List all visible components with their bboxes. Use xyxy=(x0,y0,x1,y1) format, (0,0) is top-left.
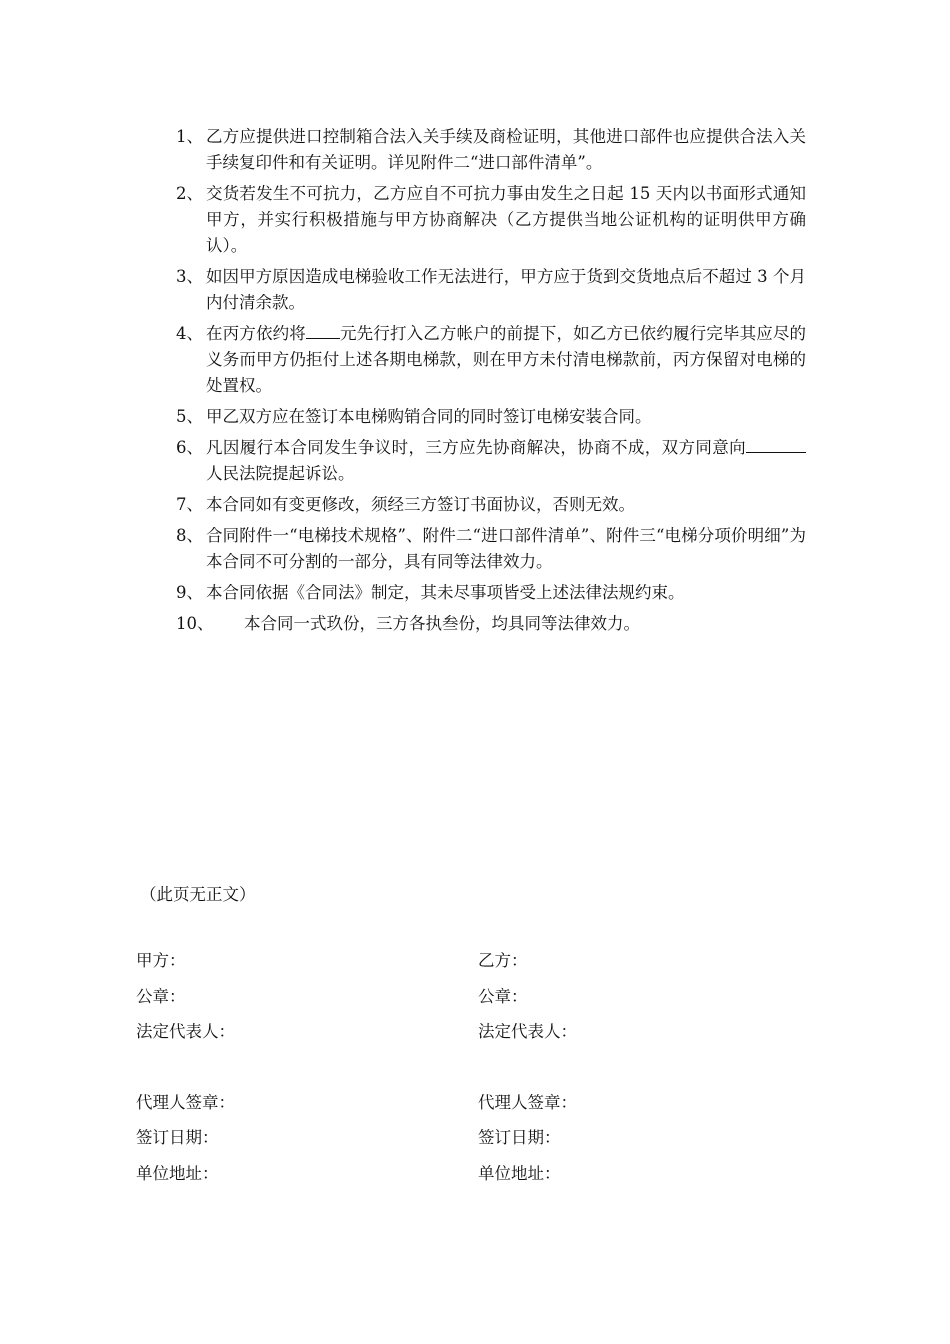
clause-text: 乙方应提供进口控制箱合法入关手续及商检证明，其他进口部件也应提供合法入关手续复印件和有关证明。详见附件二“进口部件清单”。 xyxy=(206,127,806,172)
clause-number: 1、 xyxy=(176,127,203,146)
clause-text: 本合同一式玖份，三方各执叁份，均具同等法律效力。 xyxy=(244,614,640,633)
clause-text-after: 人民法院提起诉讼。 xyxy=(206,464,355,483)
clause-4 xyxy=(176,321,806,399)
party-a-agent-sign-label: 代理人签章： xyxy=(136,1092,235,1112)
party-a-sign-date-label: 签订日期： xyxy=(136,1128,219,1147)
clause-text-before: 在丙方依约将 xyxy=(206,324,306,343)
party-b-agent-sign-label: 代理人签章： xyxy=(478,1092,577,1112)
court-blank xyxy=(746,436,806,453)
no-text-note: （此页无正文） xyxy=(140,885,256,904)
clause-1 xyxy=(176,124,806,176)
clause-text: 交货若发生不可抗力，乙方应自不可抗力事由发生之日起 15 天内以书面形式通知甲方，并实行积极措施与甲方协商解决（乙方提供当地公证机构的证明供甲方确认）。 xyxy=(206,184,806,255)
spacer xyxy=(136,1055,235,1090)
clause-text xyxy=(206,435,806,487)
clause-2 xyxy=(176,181,806,259)
clause-text: 本合同如有变更修改，须经三方签订书面协议，否则无效。 xyxy=(206,495,635,514)
clause-list xyxy=(176,124,806,642)
clause-number: 10、 xyxy=(176,614,214,633)
clause-text xyxy=(206,321,806,399)
clause-text-before: 凡因履行本合同发生争议时，三方应先协商解决，协商不成，双方同意向 xyxy=(206,438,746,457)
clause-7 xyxy=(176,492,806,518)
clause-number: 4、 xyxy=(176,324,203,343)
clause-number: 9、 xyxy=(176,583,203,602)
clause-text-after: 元先行打入乙方帐户的前提下，如乙方已依约履行完毕其应尽的义务而甲方仍拒付上述各期电梯款，则在甲方未付清电梯款前，丙方保留对电梯的处置权。 xyxy=(206,324,807,395)
clause-8 xyxy=(176,523,806,575)
clause-10 xyxy=(176,611,806,637)
clause-number: 7、 xyxy=(176,495,203,514)
party-b-legal-rep-label: 法定代表人： xyxy=(478,1022,577,1041)
clause-number: 2、 xyxy=(176,184,203,203)
clause-text: 如因甲方原因造成电梯验收工作无法进行，甲方应于货到交货地点后不超过 3 个月内付清余款。 xyxy=(206,267,806,312)
clause-number: 6、 xyxy=(176,438,203,457)
party-b-sign-date-label: 签订日期： xyxy=(478,1128,561,1147)
party-b-name-label: 乙方： xyxy=(478,951,528,970)
clause-text: 本合同依据《合同法》制定，其未尽事项皆受上述法律法规约束。 xyxy=(206,583,685,602)
clause-3 xyxy=(176,264,806,316)
party-b-signature-block xyxy=(478,948,577,1196)
clause-text: 甲乙双方应在签订本电梯购销合同的同时签订电梯安装合同。 xyxy=(206,407,652,426)
party-a-signature-block xyxy=(136,948,235,1196)
amount-blank xyxy=(306,322,340,339)
clause-5 xyxy=(176,404,806,430)
clause-text: 合同附件一“电梯技术规格”、附件二“进口部件清单”、附件三“电梯分项价明细”为本合同不可分割的一部分，具有同等法律效力。 xyxy=(206,526,806,571)
clause-number: 3、 xyxy=(176,267,203,286)
party-b-address-label: 单位地址： xyxy=(478,1163,561,1183)
party-a-address-label: 单位地址： xyxy=(136,1163,219,1183)
spacer xyxy=(478,1055,577,1090)
party-b-seal-label: 公章： xyxy=(478,986,528,1006)
party-a-name-label: 甲方： xyxy=(136,951,186,970)
clause-9 xyxy=(176,580,806,606)
clause-number: 5、 xyxy=(176,407,203,426)
party-a-seal-label: 公章： xyxy=(136,986,186,1006)
clause-6 xyxy=(176,435,806,487)
party-a-legal-rep-label: 法定代表人： xyxy=(136,1022,235,1041)
clause-number: 8、 xyxy=(176,526,203,545)
